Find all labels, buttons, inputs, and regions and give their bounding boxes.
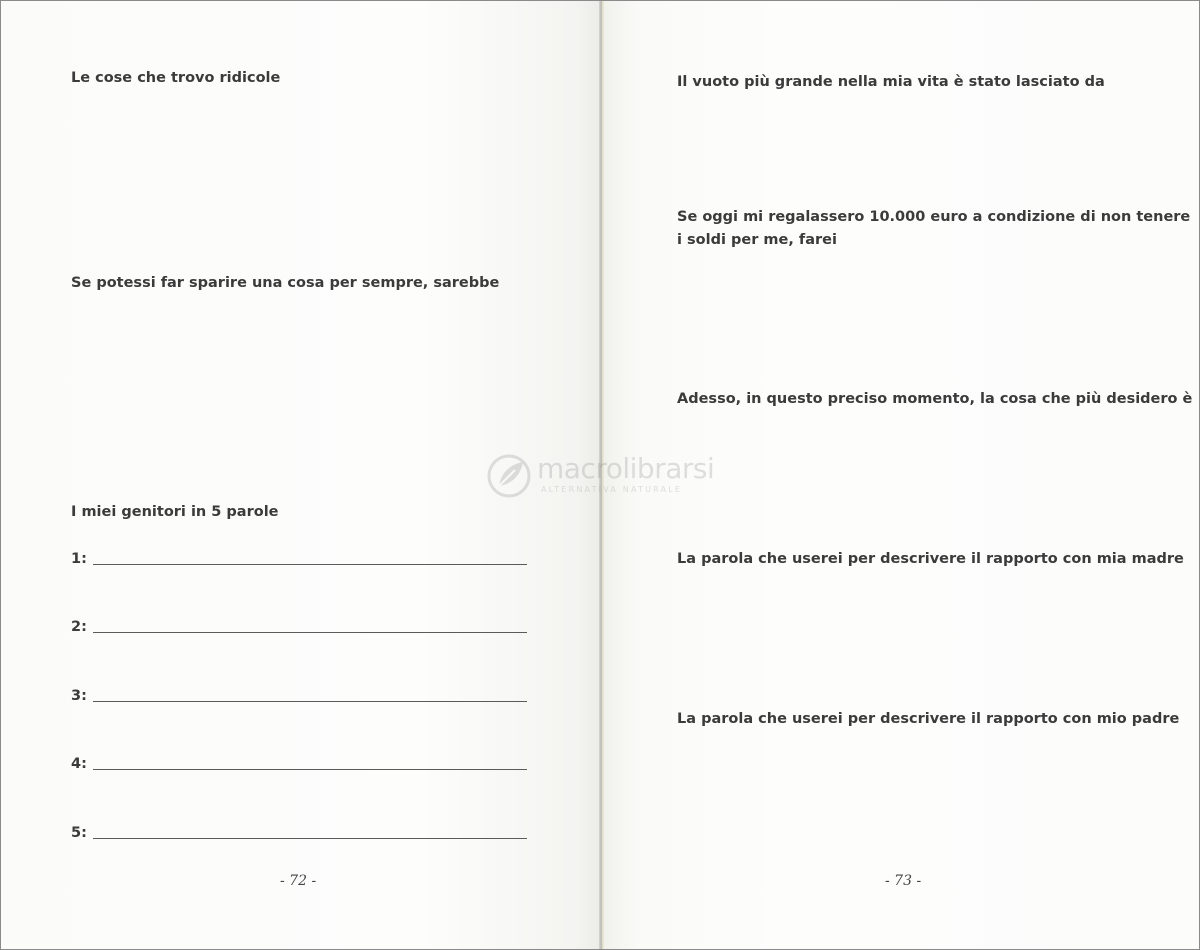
answer-line	[93, 701, 527, 702]
page-number-left: - 72 -	[280, 873, 317, 889]
prompt-relationship-father: La parola che userei per descrivere il rapporto con mio padre	[677, 711, 1180, 727]
prompt-biggest-void: Il vuoto più grande nella mia vita è stato lasciato da	[677, 74, 1105, 90]
answer-line	[93, 564, 527, 565]
answer-row	[71, 822, 531, 844]
prompt-ten-thousand-euro-line1: Se oggi mi regalassero 10.000 euro a condizione di non tenere	[677, 209, 1191, 225]
prompt-relationship-mother: La parola che userei per descrivere il rapporto con mia madre	[677, 551, 1184, 567]
prompt-parents-five-words: I miei genitori in 5 parole	[71, 504, 279, 520]
answer-row	[71, 753, 531, 775]
prompt-ridiculous-things: Le cose che trovo ridicole	[71, 70, 281, 86]
answer-row	[71, 548, 531, 570]
answer-label: 3:	[71, 688, 87, 704]
answer-row	[71, 616, 531, 638]
answer-label: 2:	[71, 619, 87, 635]
answer-line	[93, 769, 527, 770]
watermark-tagline: ALTERNATIVA NATURALE	[541, 485, 683, 494]
answer-label: 1:	[71, 551, 87, 567]
watermark	[485, 452, 730, 500]
leaf-circle-icon	[485, 452, 533, 500]
prompt-make-disappear: Se potessi far sparire una cosa per sempre, sarebbe	[71, 275, 500, 291]
answer-line	[93, 632, 527, 633]
answer-label: 4:	[71, 756, 87, 772]
answer-line	[93, 838, 527, 839]
page-number-right: - 73 -	[885, 873, 922, 889]
answer-label: 5:	[71, 825, 87, 841]
prompt-greatest-desire: Adesso, in questo preciso momento, la cosa che più desidero è	[677, 391, 1193, 407]
watermark-brand: macrolibrarsi	[537, 452, 715, 485]
answer-row	[71, 685, 531, 707]
prompt-ten-thousand-euro-line2: i soldi per me, farei	[677, 232, 837, 248]
